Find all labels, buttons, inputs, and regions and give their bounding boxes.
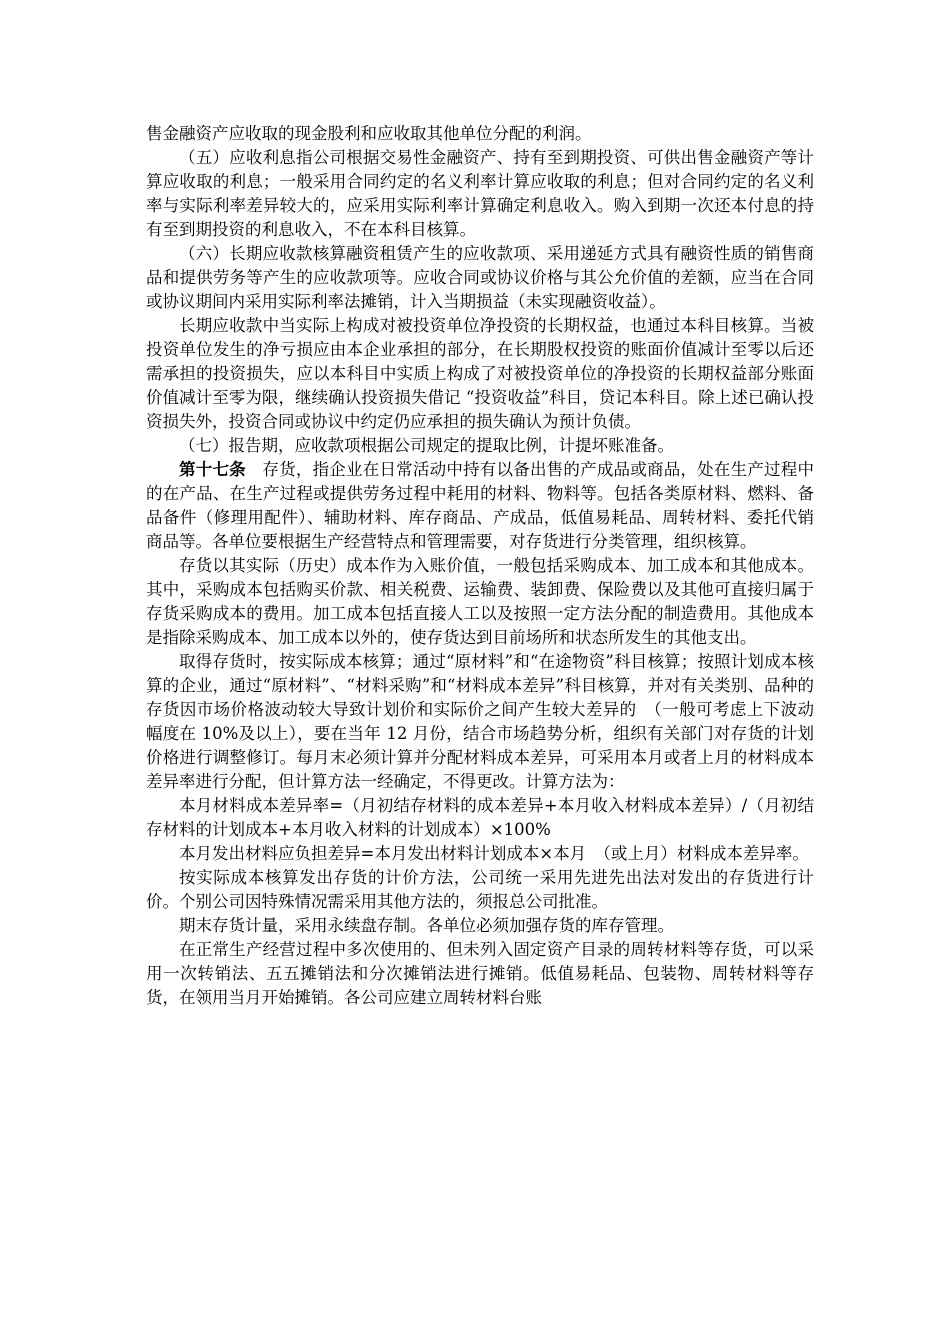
paragraph-item-6-long-term-receivable: （六）长期应收款核算融资租赁产生的应收款项、采用递延方式具有融资性质的销售商品和提供劳务等产生的应收款项等。应收合同或协议价格与其公允价值的差额，应当在合同或协议期间内采用实际利率法摊销，计入当期损益（未实现融资收益）。 — [146, 244, 814, 311]
paragraph-fifo-method: 按实际成本核算发出存货的计价方法，公司统一采用先进先出法对发出的存货进行计价。个别公司因特殊情况需采用其他方法的，须报总公司批准。 — [146, 868, 814, 911]
paragraph-item-5-interest-receivable: （五）应收利息指公司根据交易性金融资产、持有至到期投资、可供出售金融资产等计算应收取的利息；一般采用合同约定的名义利率计算应收取的利息；但对合同约定的名义利率与实际利率差异较大的，应采用实际利率计算确定利息收入。购入到期一次还本付息的持有至到期投资的利息收入，不在本科目核算。 — [146, 148, 814, 239]
paragraph-article-17 — [146, 458, 814, 554]
paragraph-0: 售金融资产应收取的现金股利和应收取其他单位分配的利润。 — [146, 124, 592, 143]
article-17-text: 存货，指企业在日常活动中持有以备出售的产成品或商品，处在生产过程中的在产品、在生产过程或提供劳务过程中耗用的材料、物料等。包括各类原材料、燃料、备品备件（修理用配件）、辅助材料、库存商品、产成品，低值易耗品、周转材料、委托代销商品等。各单位要根据生产经营特点和管理需要，对存货进行分类管理，组织核算。 — [146, 460, 815, 551]
paragraph-item-7-bad-debt: （七）报告期，应收款项根据公司规定的提取比例，计提坏账准备。 — [179, 436, 674, 455]
paragraph-perpetual-inventory: 期末存货计量，采用永续盘存制。各单位必须加强存货的库存管理。 — [179, 916, 674, 935]
paragraph-inventory-cost: 存货以其实际（历史）成本作为入账价值，一般包括采购成本、加工成本和其他成本。其中，采购成本包括购买价款、相关税费、运输费、装卸费、保险费以及其他可直接归属于存货采购成本的费用。加工成本包括直接人工以及按照一定方法分配的制造费用。其他成本是指除采购成本、加工成本以外的，使存货达到目前场所和状态所发生的其他支出。 — [146, 556, 814, 647]
paragraph-formula-variance-rate: 本月材料成本差异率=（月初结存材料的成本差异+本月收入材料成本差异）/（月初结存材料的计划成本+本月收入材料的计划成本）×100% — [146, 796, 814, 839]
paragraph-revolving-materials: 在正常生产经营过程中多次使用的、但未列入固定资产目录的周转材料等存货，可以采用一次转销法、五五摊销法和分次摊销法进行摊销。低值易耗品、包装物、周转材料等存货，在领用当月开始摊销。各公司应建立周转材料台账 — [146, 940, 814, 1007]
article-heading: 第十七条 — [179, 460, 246, 479]
document-body — [146, 122, 814, 1010]
paragraph-long-term-equity: 长期应收款中当实际上构成对被投资单位净投资的长期权益，也通过本科目核算。当被投资单位发生的净亏损应由本企业承担的部分，在长期股权投资的账面价值减计至零以后还需承担的投资损失，应以本科目中实质上构成了对被投资单位的净投资的长期权益部分账面价值减计至零为限，继续确认投资损失借记 “投资收益”科目，贷记本科目。除上述已确认投资损失外，投资合同或协议中约定仍应承担的损失确认为预计负债。 — [146, 316, 814, 431]
paragraph-inventory-acquisition: 取得存货时，按实际成本核算；通过“原材料”和“在途物资”科目核算；按照计划成本核算的企业，通过“原材料”、“材料采购”和“材料成本差异”科目核算，并对有关类别、品种的存货因市场价格波动较大导致计划价和实际价之间产生较大差异的 （一般可考虑上下波动幅度在 10%及以上），要在当年 12 月份，结合市场趋势分析，组织有关部门对存货的计划价格进行调整修订。每月末必须计算并分配材料成本差异，可采用本月或者上月的材料成本差异率进行分配，但计算方法一经确定，不得更改。计算方法为： — [146, 652, 814, 791]
paragraph-formula-issued-variance: 本月发出材料应负担差异=本月发出材料计划成本×本月 （或上月）材料成本差异率。 — [179, 844, 809, 863]
